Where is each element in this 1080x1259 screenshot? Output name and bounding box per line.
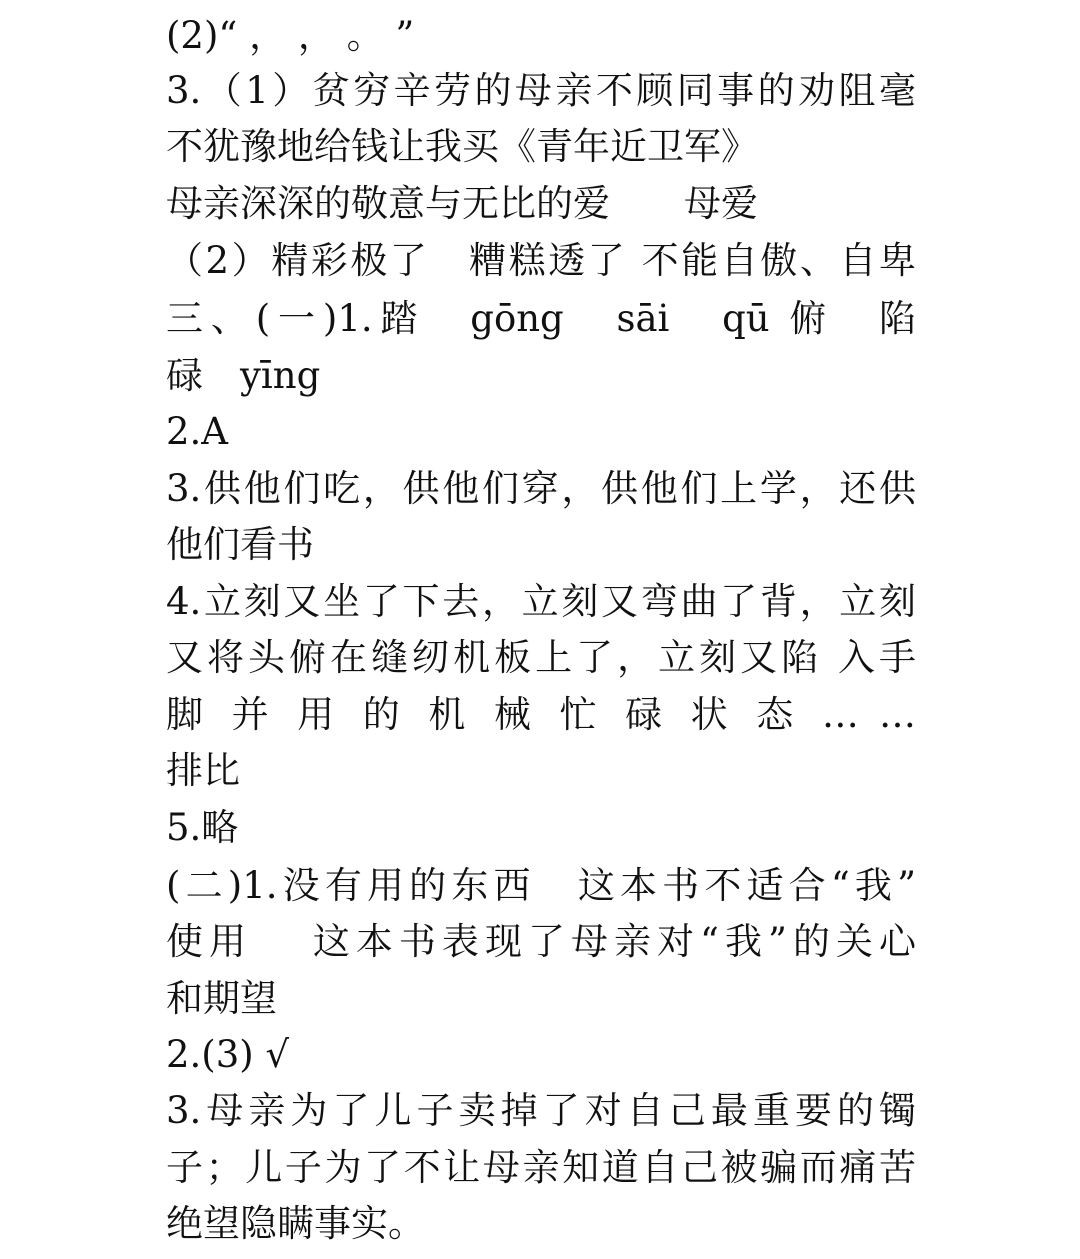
text-line-6: 三、(一)1.踏 gōng sāi qū 俯 陷 — [166, 297, 916, 340]
text-line-1: (2)“ ， ， 。 ” — [166, 14, 415, 57]
text-line-20: 3.母亲为了儿子卖掉了对自己最重要的镯 — [166, 1089, 916, 1132]
text-line-11: 4.立刻又坐了下去，立刻又弯曲了背，立刻 — [166, 580, 916, 623]
text-line-7: 碌 yīng — [166, 354, 321, 397]
text-line-17: 使用 这本书表现了母亲对“我”的关心 — [166, 920, 916, 963]
text-line-21: 子；儿子为了不让母亲知道自己被骗而痛苦 — [166, 1146, 916, 1189]
text-line-16: (二)1.没有用的东西 这本书不适合“我” — [166, 864, 916, 907]
text-line-9: 3.供他们吃，供他们穿，供他们上学，还供 — [166, 467, 916, 510]
text-line-12: 又将头俯在缝纫机板上了，立刻又陷 入手 — [166, 636, 916, 679]
text-line-8: 2.A — [166, 410, 229, 453]
text-line-14: 排比 — [166, 749, 240, 792]
text-line-15: 5.略 — [166, 806, 239, 849]
text-line-2: 3.（1）贫穷辛劳的母亲不顾同事的劝阻毫 — [166, 69, 916, 112]
text-line-18: 和期望 — [166, 977, 277, 1020]
text-line-13: 脚 并 用 的 机 械 忙 碌 状 态 … … — [166, 693, 916, 736]
answer-text-page — [166, 0, 916, 1259]
text-line-4: 母亲深深的敬意与无比的爱 母爱 — [166, 182, 758, 225]
text-line-5: （2）精彩极了 糟糕透了 不能自傲、自卑 — [166, 239, 916, 282]
text-line-19: 2.(3) √ — [166, 1033, 290, 1076]
text-line-3: 不犹豫地给钱让我买《青年近卫军》 — [166, 125, 758, 168]
text-line-10: 他们看书 — [166, 523, 314, 566]
text-line-22: 绝望隐瞒事实。 — [166, 1202, 425, 1245]
